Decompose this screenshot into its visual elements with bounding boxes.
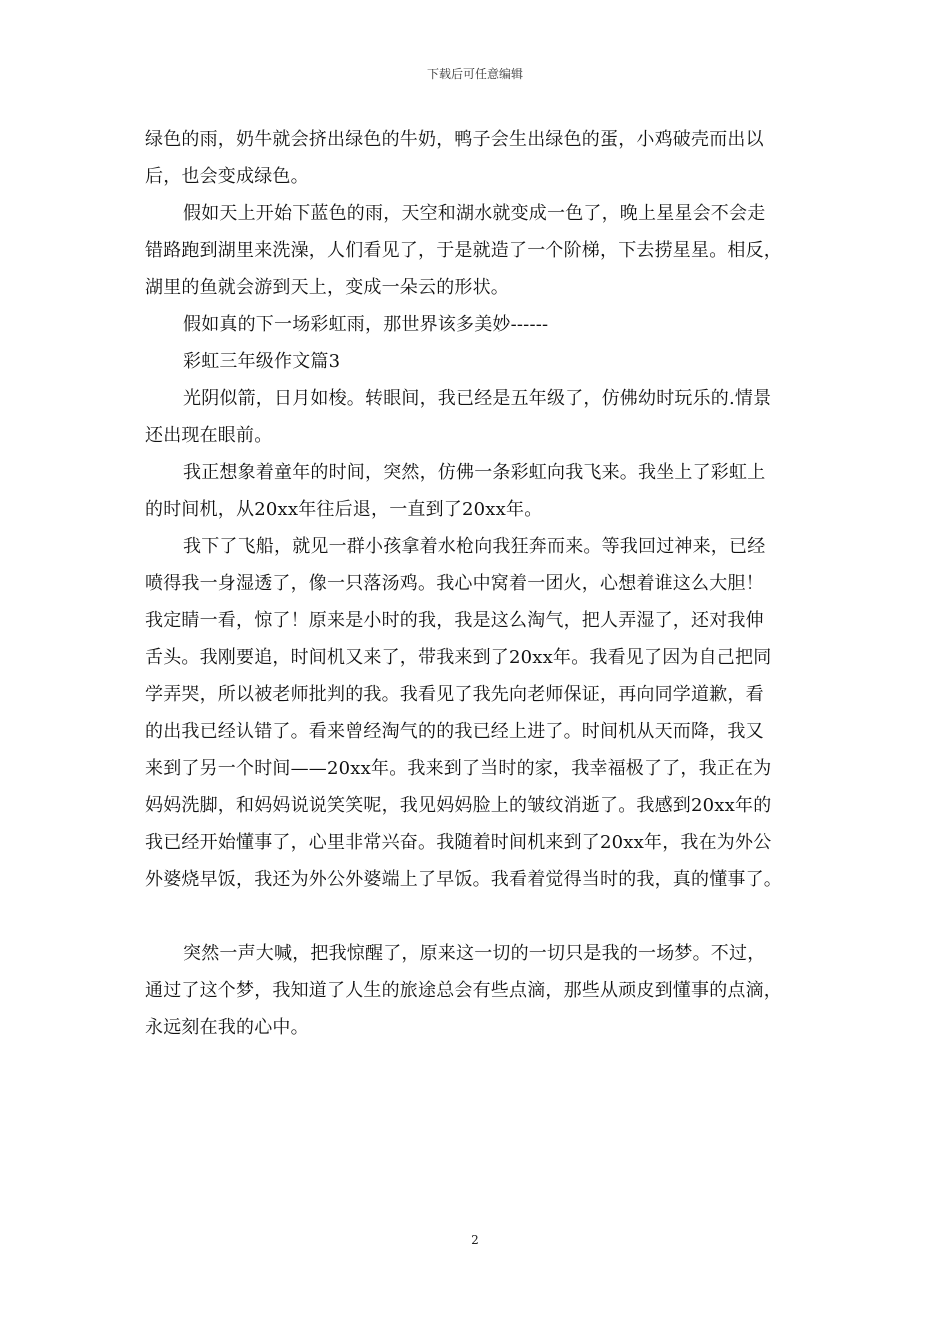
document-body [145,121,820,1046]
text-line: 永远刻在我的心中。 [145,1017,309,1038]
text-line: 来到了另一个时间——20xx年。我来到了当时的家，我幸福极了了，我正在为 [145,758,772,779]
text-line: 错路跑到湖里来洗澡，人们看见了，于是就造了一个阶梯，下去捞星星。相反， [145,240,782,261]
text-line: 突然一声大喊，把我惊醒了，原来这一切的一切只是我的一场梦。不过， [183,943,766,964]
text-line: 我下了飞船，就见一群小孩拿着水枪向我狂奔而来。等我回过神来，已经 [183,536,766,557]
text-line: 妈妈洗脚，和妈妈说说笑笑呢，我见妈妈脸上的皱纹消逝了。我感到20xx年的 [145,795,772,816]
text-line: 还出现在眼前。 [145,425,273,446]
section-heading: 彩虹三年级作文篇3 [183,351,341,372]
text-line: 我定睛一看，惊了！原来是小时的我，我是这么淘气，把人弄湿了，还对我伸 [145,610,764,631]
text-line: 学弄哭，所以被老师批判的我。我看见了我先向老师保证，再向同学道歉，看 [145,684,764,705]
text-line: 我已经开始懂事了，心里非常兴奋。我随着时间机来到了20xx年，我在为外公 [145,832,772,853]
text-line: 我正想象着童年的时间，突然，仿佛一条彩虹向我飞来。我坐上了彩虹上 [183,462,766,483]
text-line: 光阴似箭，日月如梭。转眼间，我已经是五年级了，仿佛幼时玩乐的.情景 [183,388,772,409]
text-line: 外婆烧早饭，我还为外公外婆端上了早饭。我看着觉得当时的我，真的懂事了。 [145,869,782,890]
text-line: 湖里的鱼就会游到天上，变成一朵云的形状。 [145,277,509,298]
page-header: 下载后可任意编辑 [426,67,523,81]
text-line: 后，也会变成绿色。 [145,166,309,187]
text-line: 通过了这个梦，我知道了人生的旅途总会有些点滴，那些从顽皮到懂事的点滴， [145,980,782,1001]
text-line: 绿色的雨，奶牛就会挤出绿色的牛奶，鸭子会生出绿色的蛋，小鸡破壳而出以 [145,129,764,150]
text-line: 喷得我一身湿透了，像一只落汤鸡。我心中窝着一团火，心想着谁这么大胆！ [145,573,764,594]
page-number: 2 [471,1233,479,1247]
text-line: 的时间机，从20xx年往后退，一直到了20xx年。 [145,499,543,520]
text-line: 舌头。我刚要追，时间机又来了，带我来到了20xx年。我看见了因为自己把同 [145,647,772,668]
paragraph-gap [145,898,820,935]
text-line: 假如真的下一场彩虹雨，那世界该多美妙------ [183,314,549,335]
text-line: 的出我已经认错了。看来曾经淘气的的我已经上进了。时间机从天而降，我又 [145,721,764,742]
text-line: 假如天上开始下蓝色的雨，天空和湖水就变成一色了，晚上星星会不会走 [183,203,766,224]
